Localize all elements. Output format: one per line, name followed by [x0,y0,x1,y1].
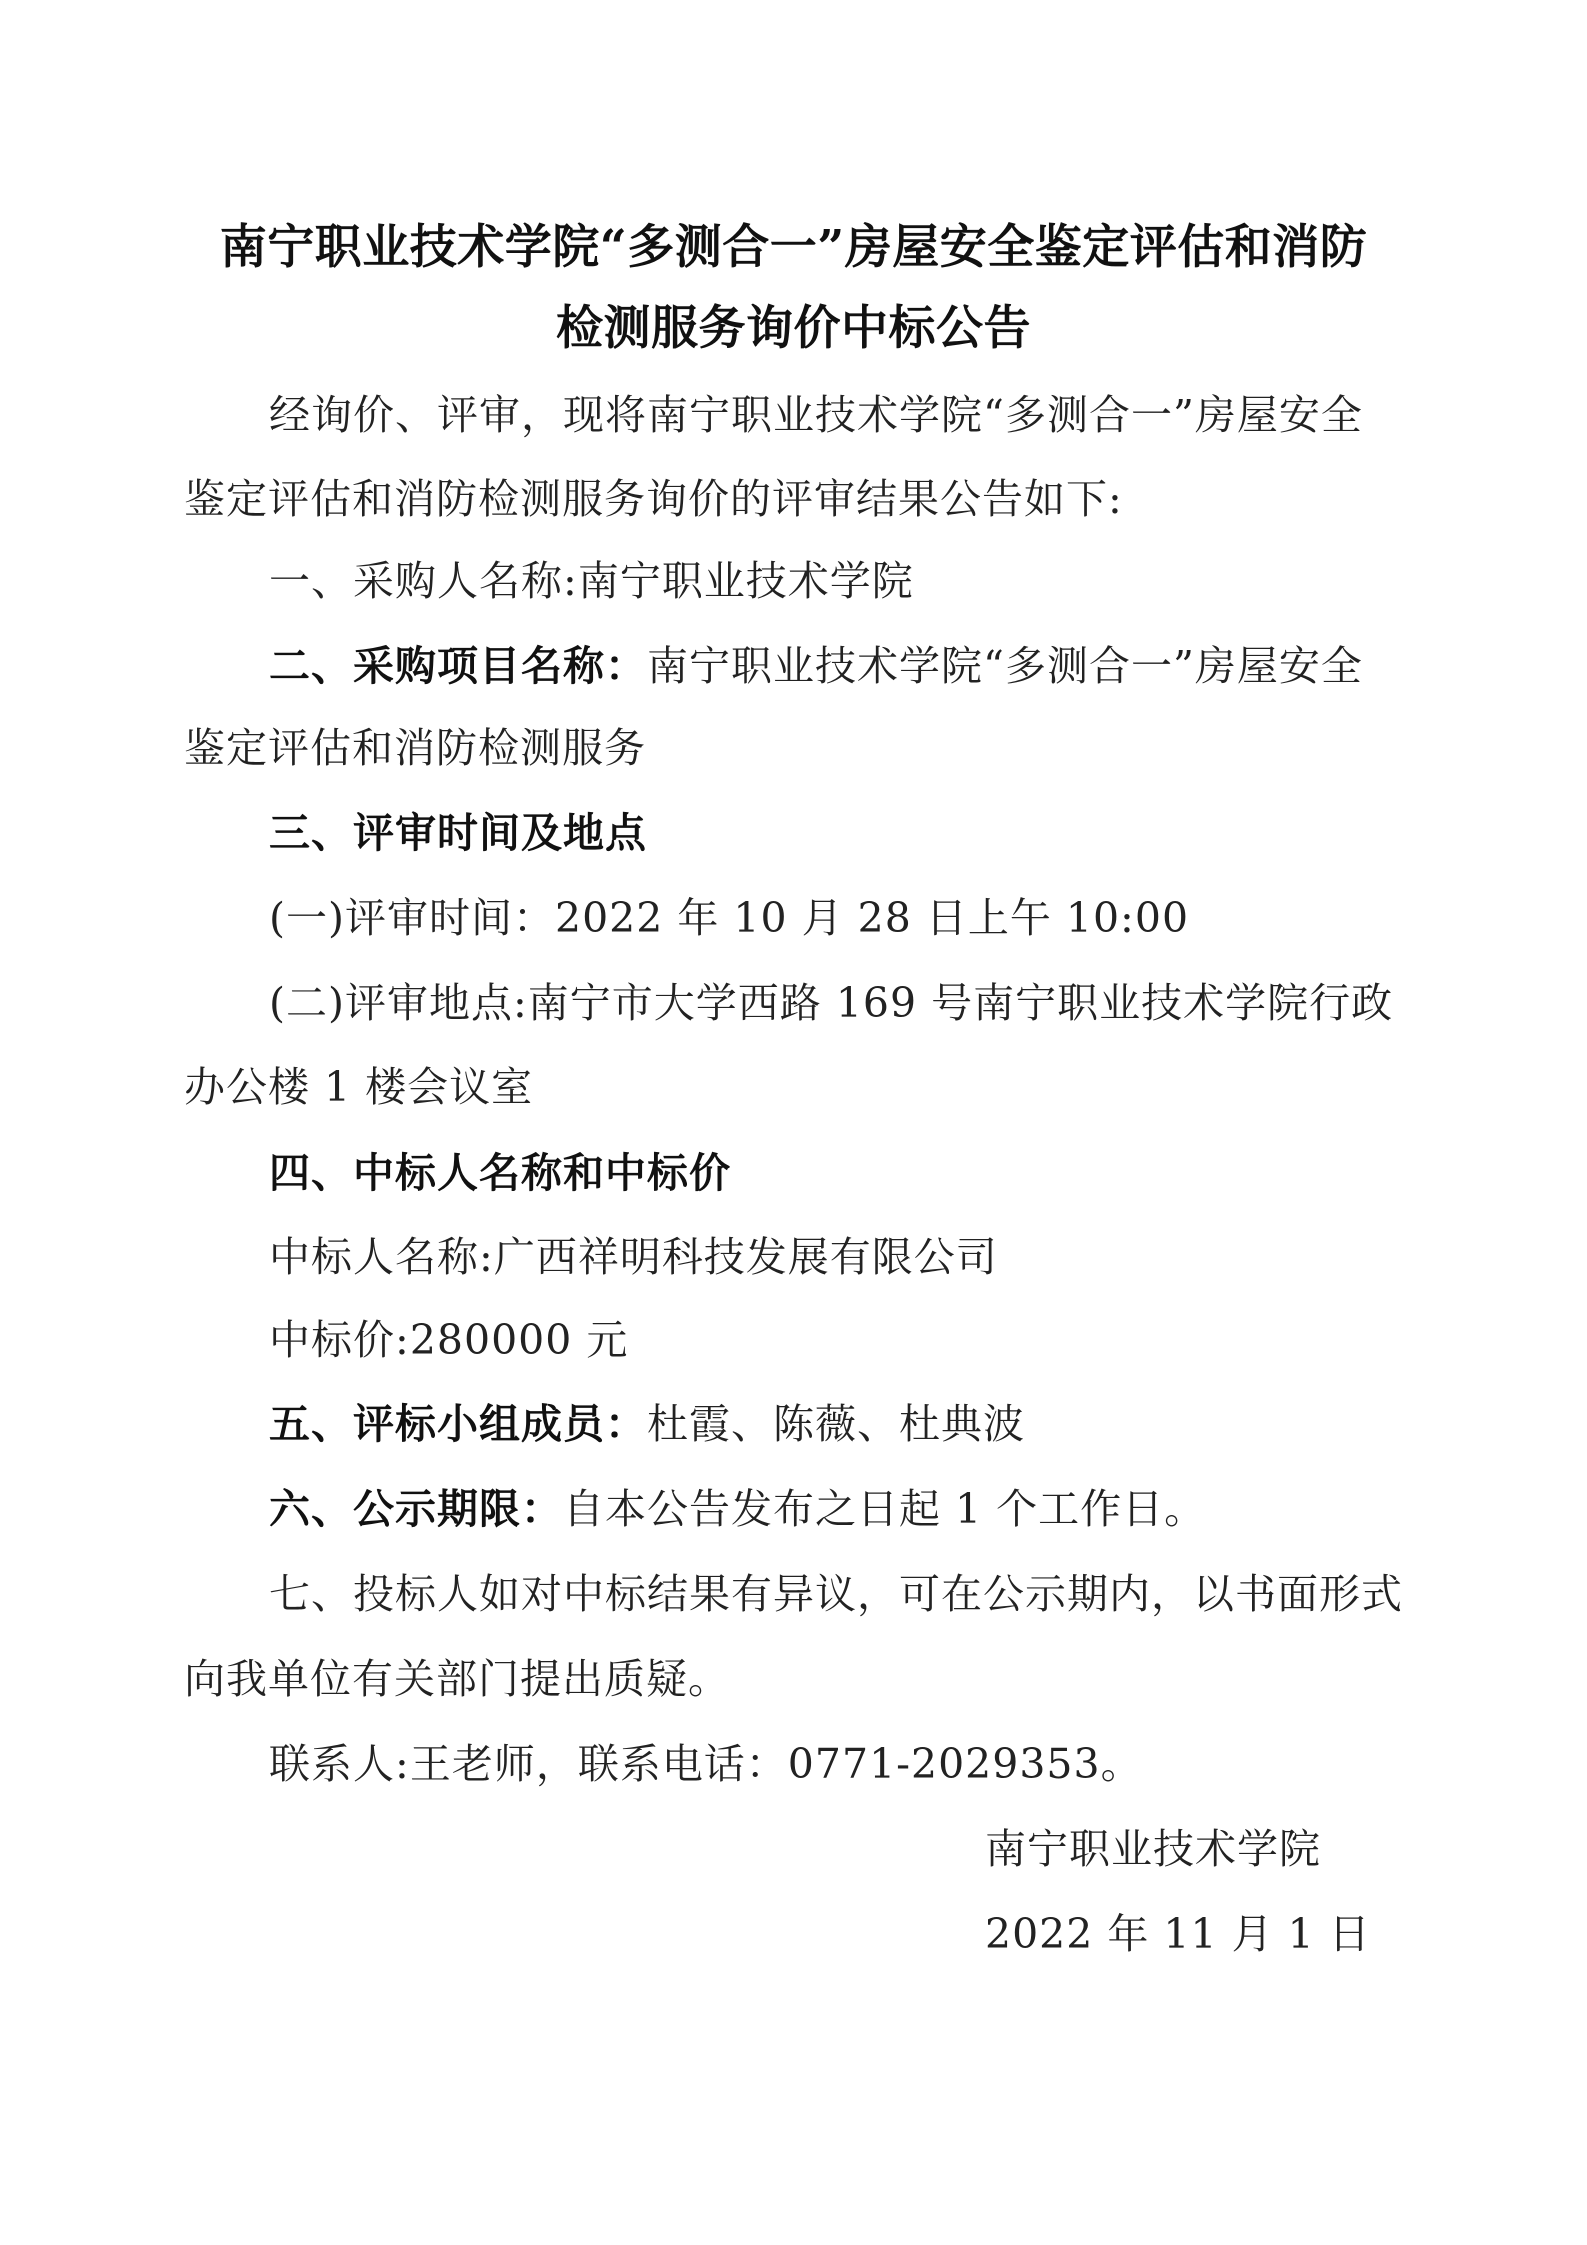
line-text: 鉴定评估和消防检测服务 [184,724,646,772]
line-text: 自本公告发布之日起 1 个工作日。 [563,1485,1207,1533]
section-heading: 六、公示期限： [269,1485,563,1533]
section-heading: 二、采购项目名称： [269,642,647,690]
line-text: (一)评审时间：2022 年 10 月 28 日上午 10:00 [269,894,1190,942]
line-text: 南宁职业技术学院“多测合一”房屋安全 [647,642,1363,690]
line-text: 鉴定评估和消防检测服务询价的评审结果公告如下: [184,475,1123,523]
section-objection-line-2 [184,1651,730,1707]
section-project-name-line-2 [184,720,646,776]
section-winner [269,1145,731,1201]
section-heading: 五、评标小组成员： [269,1400,647,1448]
signature-organization: 南宁职业技术学院 [985,1825,1321,1873]
signature-date: 2022 年 11 月 1 日 [985,1910,1371,1958]
line-text: 一、采购人名称:南宁职业技术学院 [269,557,914,605]
section-purchaser [269,553,914,609]
section-heading: 三、评审时间及地点 [269,809,647,857]
winner-name [269,1229,998,1285]
line-text: 联系人:王老师，联系电话：0771-2029353。 [269,1740,1143,1788]
line-text: 杜霞、陈薇、杜典波 [647,1400,1025,1448]
section-review-time-place [269,805,647,861]
line-text: 经询价、评审，现将南宁职业技术学院“多测合一”房屋安全 [269,391,1363,439]
winning-price [269,1312,628,1368]
document-title-line-1: 南宁职业技术学院“多测合一”房屋安全鉴定评估和消防 [219,220,1368,275]
review-time [269,890,1189,946]
document-title-line-2: 检测服务询价中标公告 [556,301,1031,356]
section-project-name-line-1 [269,638,1363,694]
line-text: 中标人名称:广西祥明科技发展有限公司 [269,1233,998,1281]
section-objection-line-1 [269,1566,1403,1622]
contact-info [269,1736,1143,1792]
line-text: 中标价:280000 元 [269,1316,629,1364]
line-text: 向我单位有关部门提出质疑。 [184,1655,730,1703]
line-text: (二)评审地点:南宁市大学西路 169 号南宁职业技术学院行政 [269,979,1394,1027]
line-text: 办公楼 1 楼会议室 [184,1063,534,1111]
line-text: 七、投标人如对中标结果有异议，可在公示期内，以书面形式 [269,1570,1403,1618]
review-place-line-2 [184,1059,533,1115]
intro-paragraph-line-2 [184,471,1123,527]
intro-paragraph-line-1 [269,387,1363,443]
section-evaluation-panel [269,1396,1025,1452]
review-place-line-1 [269,975,1393,1031]
section-heading: 四、中标人名称和中标价 [269,1149,731,1197]
section-publicity-period [269,1481,1206,1537]
